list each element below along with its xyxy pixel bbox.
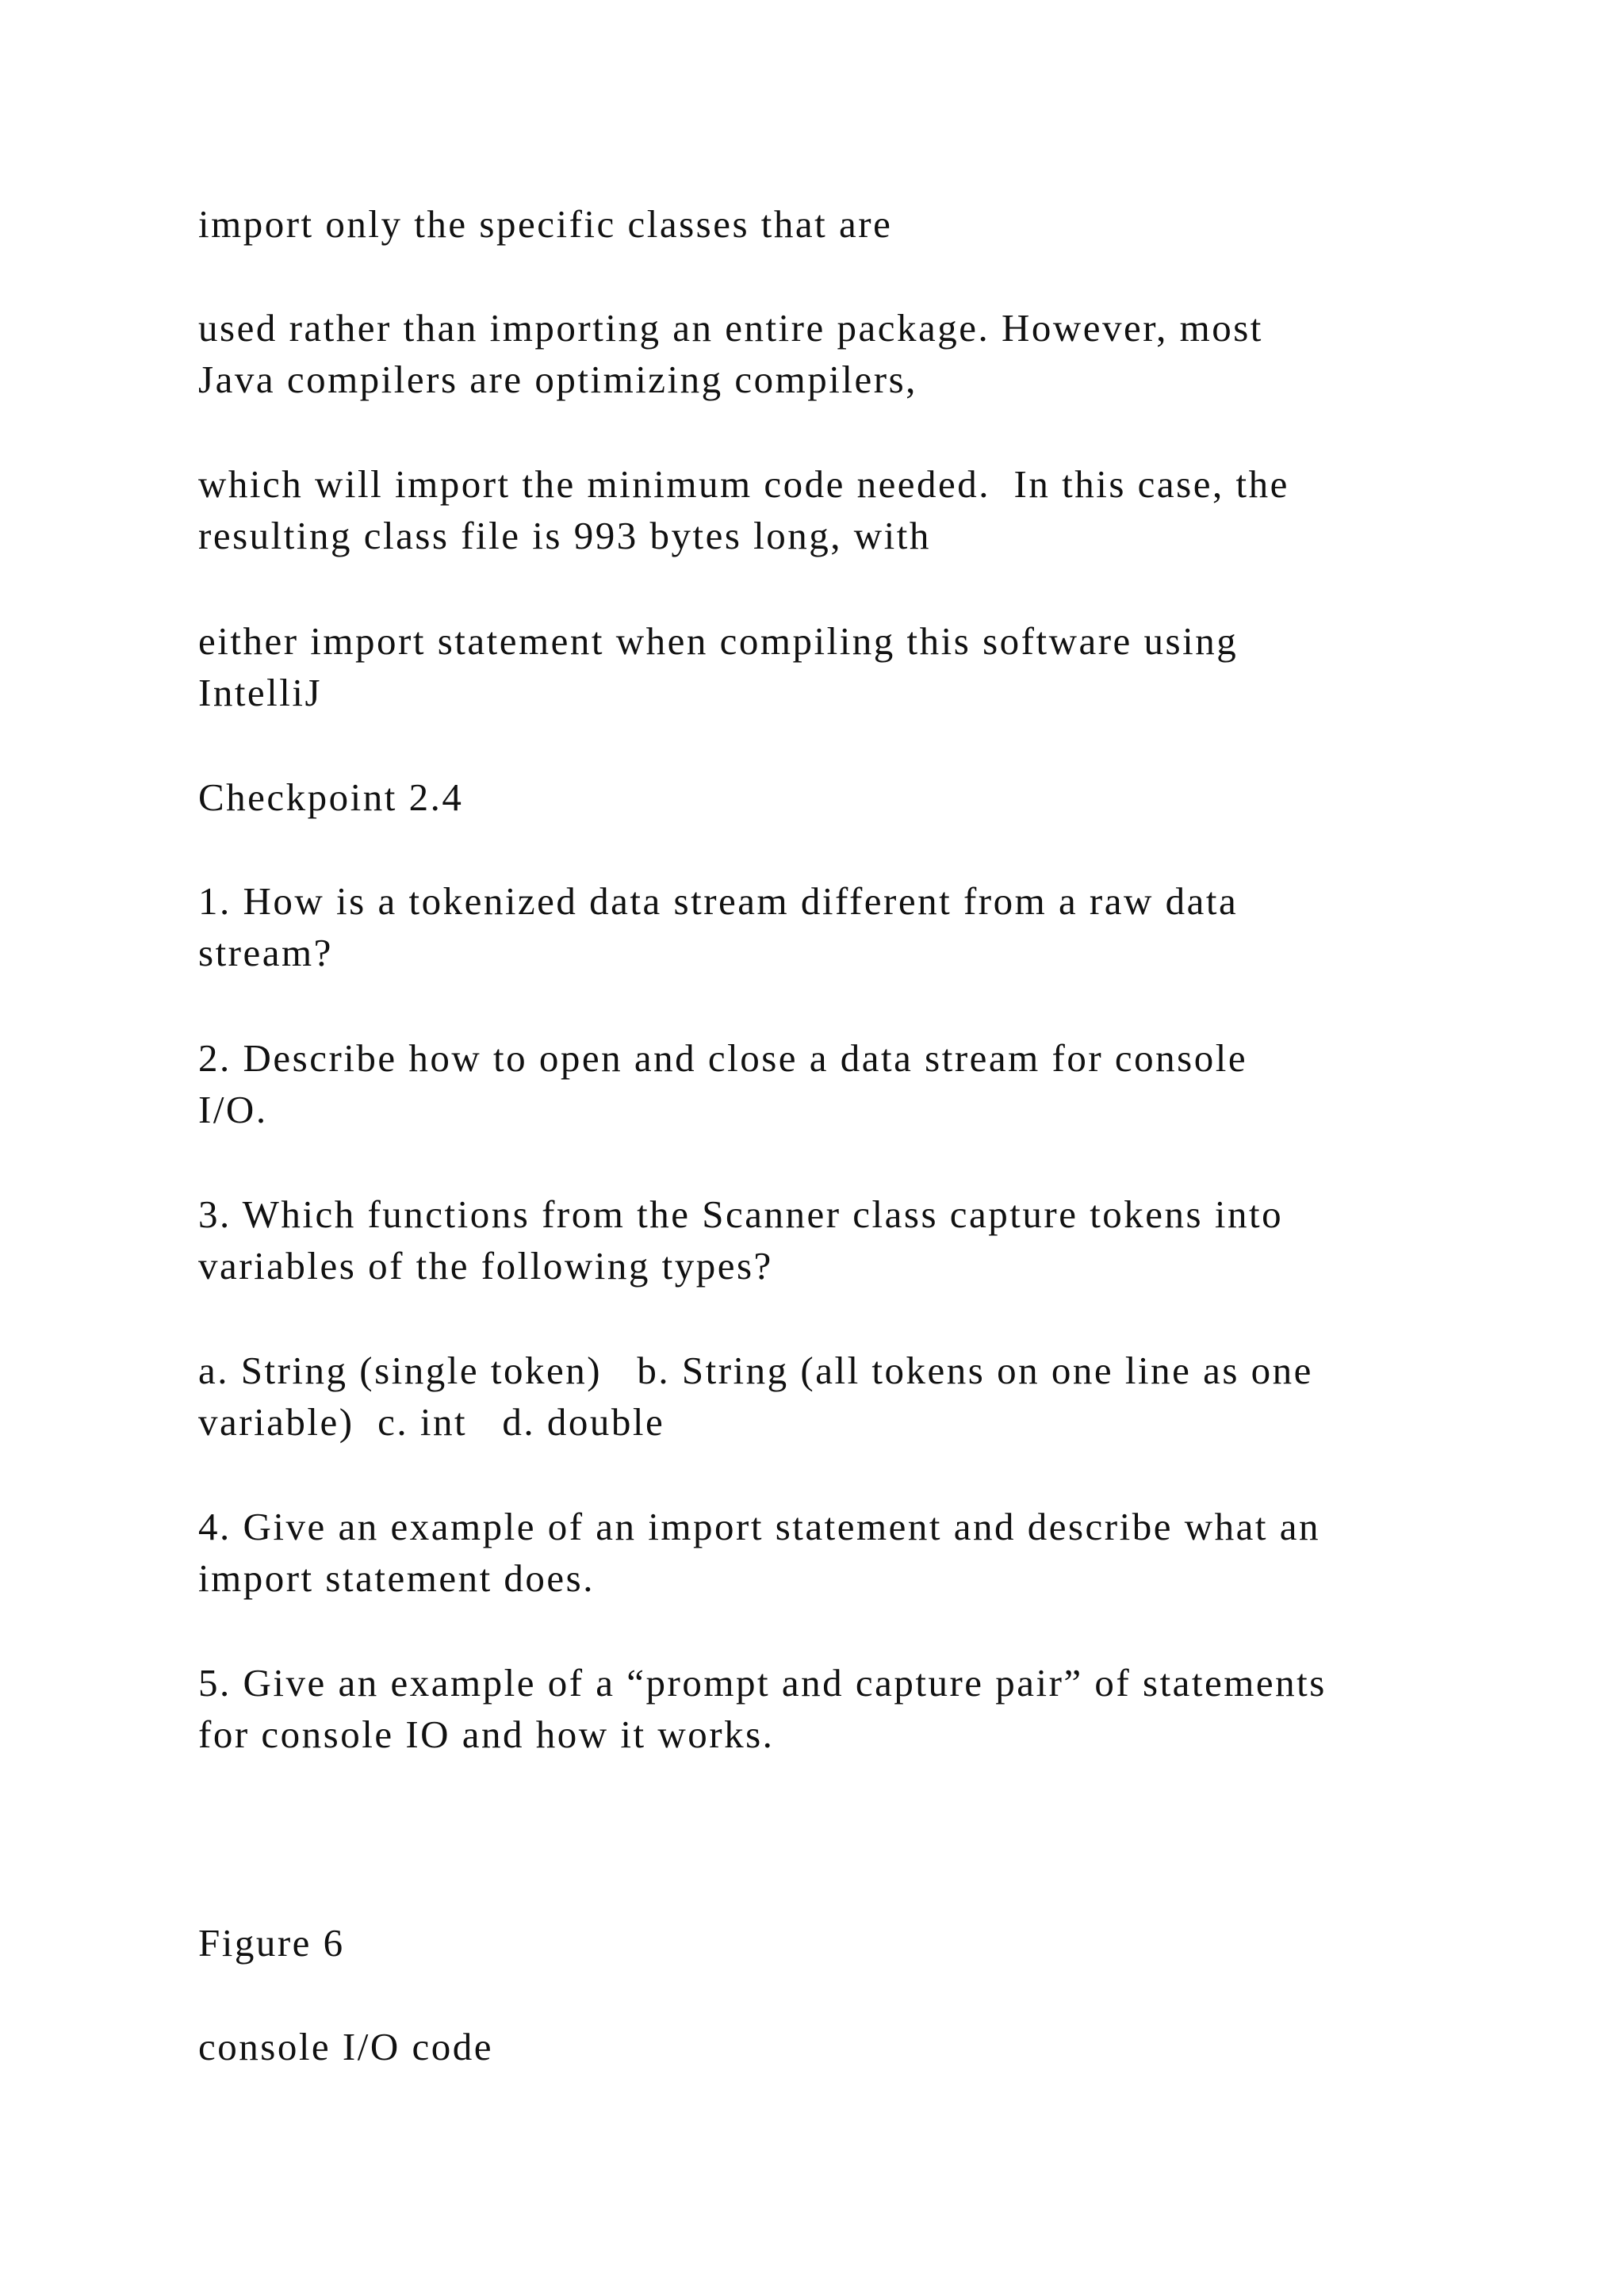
figure-caption: console I/O code [198, 2025, 493, 2068]
paragraph-import-classes: import only the specific classes that are [198, 202, 893, 246]
paragraph-minimum-code: which will import the minimum code needed. In this case, the resulting class file is 993 bytes long, with [198, 462, 1289, 557]
question-5: 5. Give an example of a “prompt and capture pair” of statements for console IO and how it works. [198, 1661, 1327, 1756]
paragraph-optimizing-compilers: used rather than importing an entire package. However, most Java compilers are optimizing compilers, [198, 306, 1263, 401]
question-1: 1. How is a tokenized data stream different from a raw data stream? [198, 879, 1239, 974]
question-2: 2. Describe how to open and close a data stream for console I/O. [198, 1036, 1248, 1131]
question-3-options: a. String (single token) b. String (all tokens on one line as one variable) c. int d. double [198, 1349, 1313, 1444]
question-4: 4. Give an example of an import statement and describe what an import statement does. [198, 1505, 1320, 1600]
paragraph-intellij: either import statement when compiling this software using IntelliJ [198, 619, 1239, 714]
figure-label: Figure 6 [198, 1921, 345, 1965]
checkpoint-heading: Checkpoint 2.4 [198, 775, 464, 819]
question-3: 3. Which functions from the Scanner class capture tokens into variables of the following types? [198, 1192, 1284, 1288]
